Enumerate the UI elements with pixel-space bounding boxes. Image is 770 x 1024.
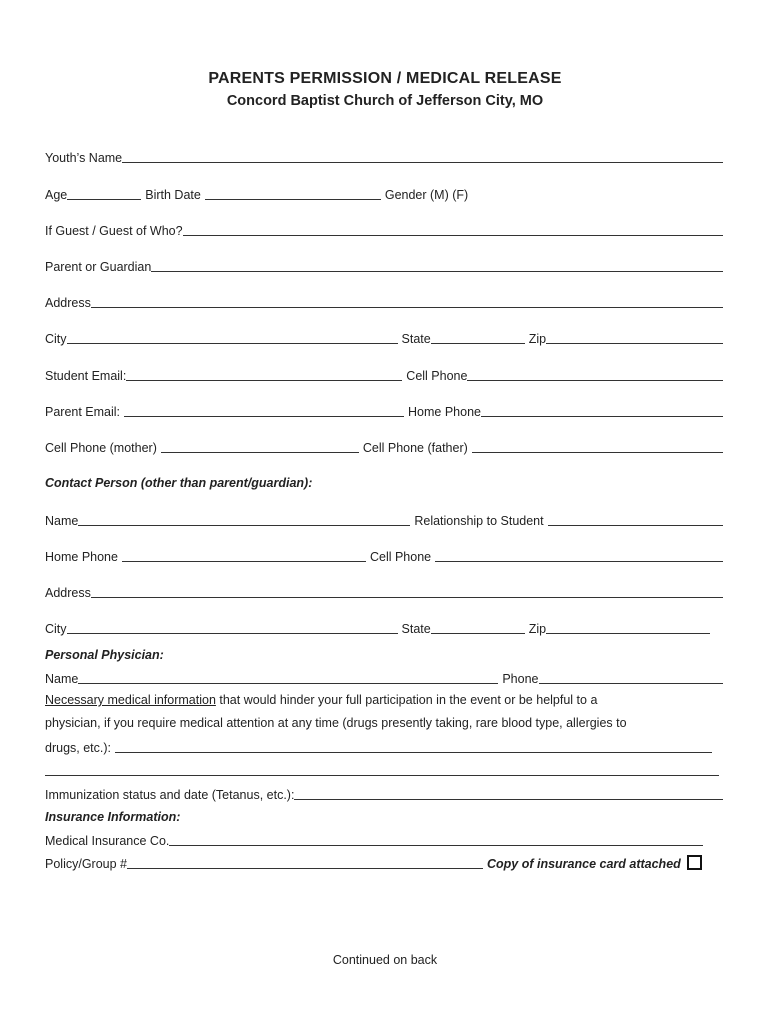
home-phone-field[interactable] bbox=[481, 415, 723, 417]
medical-line-1 bbox=[45, 689, 725, 712]
youth-name-field[interactable] bbox=[122, 161, 723, 163]
cell-parents-row bbox=[45, 439, 723, 455]
physician-row bbox=[45, 670, 723, 686]
contact-home-phone-field[interactable] bbox=[122, 560, 366, 562]
zip-field[interactable] bbox=[546, 342, 723, 344]
page-title: PARENTS PERMISSION / MEDICAL RELEASE bbox=[208, 70, 562, 87]
card-attached-checkbox[interactable] bbox=[687, 855, 702, 870]
relationship-label: Relationship to Student bbox=[414, 514, 544, 528]
address-field[interactable] bbox=[91, 306, 723, 308]
cell-phone-field[interactable] bbox=[467, 379, 723, 381]
policy-field[interactable] bbox=[127, 867, 483, 869]
insurance-company-row bbox=[45, 832, 723, 848]
physician-name-field[interactable] bbox=[78, 682, 498, 684]
contact-city-label: City bbox=[45, 622, 67, 636]
age-field[interactable] bbox=[67, 198, 141, 200]
city-field[interactable] bbox=[67, 342, 398, 344]
contact-address-label: Address bbox=[45, 586, 91, 600]
birth-date-field[interactable] bbox=[205, 198, 381, 200]
student-email-field[interactable] bbox=[126, 379, 402, 381]
immunization-label: Immunization status and date (Tetanus, etc.): bbox=[45, 788, 295, 802]
insurance-heading: Insurance Information: bbox=[45, 810, 181, 824]
cell-mother-label: Cell Phone (mother) bbox=[45, 441, 157, 455]
age-row bbox=[45, 186, 723, 202]
parent-row bbox=[45, 258, 723, 274]
contact-city-row bbox=[45, 620, 723, 636]
medical-extra-row bbox=[45, 762, 723, 778]
physician-phone-field[interactable] bbox=[539, 682, 724, 684]
age-label: Age bbox=[45, 188, 68, 202]
medical-drugs-row bbox=[45, 739, 723, 755]
contact-name-field[interactable] bbox=[78, 524, 410, 526]
city-label: City bbox=[45, 332, 67, 346]
physician-heading: Personal Physician: bbox=[45, 648, 164, 662]
state-label: State bbox=[401, 332, 431, 346]
contact-address-field[interactable] bbox=[91, 596, 723, 598]
cell-father-label: Cell Phone (father) bbox=[362, 441, 468, 455]
contact-cell-phone-label: Cell Phone bbox=[369, 550, 432, 564]
youth-name-label: Youth’s Name bbox=[45, 151, 123, 165]
cell-mother-field[interactable] bbox=[161, 451, 359, 453]
parent-email-label: Parent Email: bbox=[45, 405, 121, 419]
relationship-field[interactable] bbox=[548, 524, 723, 526]
contact-zip-label: Zip bbox=[528, 622, 547, 636]
immunization-row bbox=[45, 786, 723, 802]
birth-date-label: Birth Date bbox=[145, 188, 201, 202]
contact-home-phone-label: Home Phone bbox=[45, 550, 118, 564]
immunization-field[interactable] bbox=[294, 798, 723, 800]
city-row bbox=[45, 330, 723, 346]
contact-city-field[interactable] bbox=[67, 632, 398, 634]
zip-label: Zip bbox=[528, 332, 547, 346]
contact-state-field[interactable] bbox=[431, 632, 525, 634]
contact-name-row bbox=[45, 512, 723, 528]
medical-drugs-label: drugs, etc.): bbox=[45, 741, 111, 755]
cell-father-field[interactable] bbox=[472, 451, 723, 453]
contact-address-row bbox=[45, 584, 723, 600]
contact-phone-row bbox=[45, 548, 723, 564]
medical-text-1: that would hinder your full participation in the event or be helpful to a bbox=[215, 693, 598, 707]
guest-label: If Guest / Guest of Who? bbox=[45, 224, 183, 238]
parent-field[interactable] bbox=[151, 270, 723, 272]
contact-cell-phone-field[interactable] bbox=[435, 560, 723, 562]
medical-info-field[interactable] bbox=[115, 751, 712, 753]
insurance-company-label: Medical Insurance Co. bbox=[45, 834, 170, 848]
parent-email-field[interactable] bbox=[124, 415, 404, 417]
home-phone-label: Home Phone bbox=[408, 405, 481, 419]
policy-label: Policy/Group # bbox=[45, 857, 127, 871]
contact-state-label: State bbox=[401, 622, 431, 636]
cell-phone-label: Cell Phone bbox=[406, 369, 468, 383]
insurance-company-field[interactable] bbox=[169, 844, 703, 846]
student-email-label: Student Email: bbox=[45, 369, 127, 383]
address-label: Address bbox=[45, 296, 91, 310]
medical-underlined: Necessary medical information bbox=[45, 693, 216, 707]
medical-info-field-2[interactable] bbox=[45, 774, 719, 776]
medical-line-2: physician, if you require medical attention at any time (drugs presently taking, rare blood type, allergies to bbox=[45, 716, 627, 730]
gender-label[interactable]: Gender (M) (F) bbox=[384, 188, 469, 202]
card-attached-label: Copy of insurance card attached bbox=[486, 857, 681, 871]
physician-phone-label: Phone bbox=[502, 672, 539, 686]
contact-heading: Contact Person (other than parent/guardian): bbox=[45, 476, 313, 490]
address-row bbox=[45, 294, 723, 310]
youth-name-row bbox=[45, 149, 723, 165]
continued-footer: Continued on back bbox=[332, 953, 438, 967]
parent-label: Parent or Guardian bbox=[45, 260, 152, 274]
policy-row bbox=[45, 855, 723, 871]
medical-info-paragraph bbox=[45, 689, 725, 735]
contact-name-label: Name bbox=[45, 514, 79, 528]
guest-field[interactable] bbox=[183, 234, 723, 236]
student-email-row bbox=[45, 367, 723, 383]
guest-row bbox=[45, 222, 723, 238]
contact-zip-field[interactable] bbox=[546, 632, 710, 634]
physician-name-label: Name bbox=[45, 672, 79, 686]
page-subtitle: Concord Baptist Church of Jefferson City, MO bbox=[226, 93, 544, 109]
parent-email-row bbox=[45, 403, 723, 419]
state-field[interactable] bbox=[431, 342, 525, 344]
